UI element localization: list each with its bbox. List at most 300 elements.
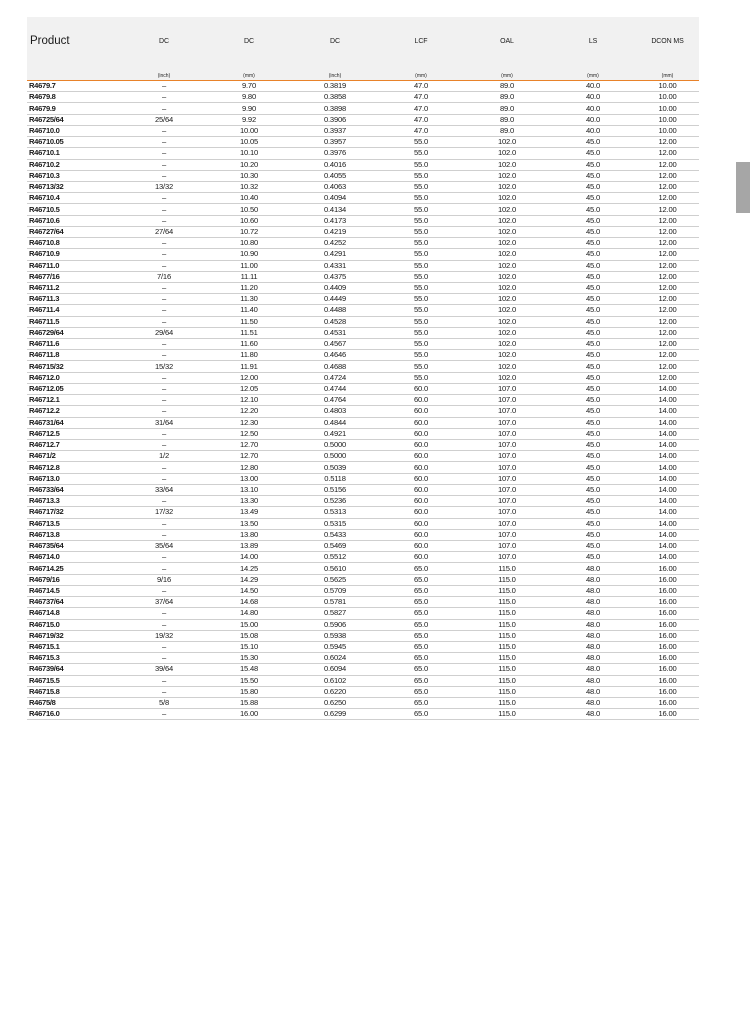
cell-dcon-ms-mm: 16.00 xyxy=(636,585,699,596)
cell-dc-inch: 0.5625 xyxy=(292,574,378,585)
cell-dc-inch-fraction: – xyxy=(122,103,206,114)
cell-product-code: R46715/32 xyxy=(27,361,122,372)
cell-oal-mm: 102.0 xyxy=(464,181,550,192)
cell-dc-inch-fraction: – xyxy=(122,462,206,473)
cell-lcf-mm: 65.0 xyxy=(378,686,464,697)
table-row xyxy=(27,473,699,484)
cell-dcon-ms-mm: 14.00 xyxy=(636,428,699,439)
cell-lcf-mm: 65.0 xyxy=(378,675,464,686)
cell-dc-inch: 0.4094 xyxy=(292,193,378,204)
cell-lcf-mm: 60.0 xyxy=(378,496,464,507)
cell-dc-inch: 0.4134 xyxy=(292,204,378,215)
cell-oal-mm: 115.0 xyxy=(464,709,550,720)
cell-product-code: R46717/32 xyxy=(27,507,122,518)
table-row xyxy=(27,238,699,249)
cell-oal-mm: 107.0 xyxy=(464,507,550,518)
cell-dc-inch: 0.3906 xyxy=(292,114,378,125)
cell-oal-mm: 107.0 xyxy=(464,540,550,551)
unit-label-oal: (mm) xyxy=(464,65,550,81)
cell-lcf-mm: 55.0 xyxy=(378,294,464,305)
cell-dc-mm: 14.68 xyxy=(206,597,292,608)
cell-dc-inch-fraction: – xyxy=(122,440,206,451)
cell-ls-mm: 45.0 xyxy=(550,305,636,316)
cell-product-code: R46719/32 xyxy=(27,630,122,641)
cell-product-code: R46714.25 xyxy=(27,563,122,574)
cell-dc-inch: 0.4409 xyxy=(292,282,378,293)
table-row xyxy=(27,181,699,192)
header-unit-row xyxy=(27,65,699,81)
cell-product-code: R46712.0 xyxy=(27,372,122,383)
table-row xyxy=(27,518,699,529)
cell-ls-mm: 48.0 xyxy=(550,585,636,596)
cell-dc-mm: 11.40 xyxy=(206,305,292,316)
cell-lcf-mm: 60.0 xyxy=(378,507,464,518)
cell-dc-inch: 0.5945 xyxy=(292,641,378,652)
cell-ls-mm: 45.0 xyxy=(550,327,636,338)
table-row xyxy=(27,92,699,103)
cell-oal-mm: 89.0 xyxy=(464,81,550,92)
cell-oal-mm: 102.0 xyxy=(464,305,550,316)
cell-ls-mm: 45.0 xyxy=(550,271,636,282)
cell-dc-inch-fraction: – xyxy=(122,395,206,406)
cell-ls-mm: 48.0 xyxy=(550,608,636,619)
cell-dcon-ms-mm: 14.00 xyxy=(636,417,699,428)
cell-dc-inch-fraction: – xyxy=(122,383,206,394)
cell-product-code: R46739/64 xyxy=(27,664,122,675)
cell-lcf-mm: 55.0 xyxy=(378,305,464,316)
cell-ls-mm: 48.0 xyxy=(550,619,636,630)
cell-dc-inch-fraction: 37/64 xyxy=(122,597,206,608)
table-row xyxy=(27,361,699,372)
cell-oal-mm: 115.0 xyxy=(464,675,550,686)
cell-lcf-mm: 55.0 xyxy=(378,170,464,181)
cell-oal-mm: 107.0 xyxy=(464,383,550,394)
cell-ls-mm: 45.0 xyxy=(550,238,636,249)
cell-ls-mm: 45.0 xyxy=(550,249,636,260)
cell-ls-mm: 45.0 xyxy=(550,406,636,417)
cell-dc-mm: 11.50 xyxy=(206,316,292,327)
cell-ls-mm: 45.0 xyxy=(550,518,636,529)
cell-dc-inch-fraction: – xyxy=(122,686,206,697)
cell-product-code: R46712.5 xyxy=(27,428,122,439)
cell-dc-inch: 0.4688 xyxy=(292,361,378,372)
table-row xyxy=(27,619,699,630)
cell-dc-mm: 12.05 xyxy=(206,383,292,394)
cell-dcon-ms-mm: 14.00 xyxy=(636,540,699,551)
cell-lcf-mm: 65.0 xyxy=(378,619,464,630)
cell-product-code: R46712.1 xyxy=(27,395,122,406)
table-row xyxy=(27,81,699,92)
cell-dc-mm: 13.80 xyxy=(206,529,292,540)
cell-ls-mm: 45.0 xyxy=(550,395,636,406)
cell-dc-mm: 10.10 xyxy=(206,148,292,159)
table-row xyxy=(27,698,699,709)
cell-lcf-mm: 55.0 xyxy=(378,361,464,372)
cell-dc-mm: 14.00 xyxy=(206,552,292,563)
cell-dc-inch-fraction: – xyxy=(122,563,206,574)
cell-dc-mm: 15.50 xyxy=(206,675,292,686)
cell-dc-mm: 13.50 xyxy=(206,518,292,529)
cell-product-code: R46710.2 xyxy=(27,159,122,170)
cell-product-code: R46710.8 xyxy=(27,238,122,249)
table-row xyxy=(27,653,699,664)
cell-product-code: R46710.05 xyxy=(27,137,122,148)
cell-dcon-ms-mm: 16.00 xyxy=(636,686,699,697)
side-section-tab[interactable] xyxy=(736,162,750,213)
cell-ls-mm: 45.0 xyxy=(550,204,636,215)
table-row xyxy=(27,114,699,125)
cell-dc-mm: 11.80 xyxy=(206,350,292,361)
cell-product-code: R4671/2 xyxy=(27,451,122,462)
cell-oal-mm: 102.0 xyxy=(464,249,550,260)
cell-dc-inch: 0.5118 xyxy=(292,473,378,484)
table-row xyxy=(27,395,699,406)
cell-product-code: R4675/8 xyxy=(27,698,122,709)
cell-dc-mm: 13.10 xyxy=(206,484,292,495)
cell-oal-mm: 102.0 xyxy=(464,215,550,226)
cell-product-code: R46715.0 xyxy=(27,619,122,630)
cell-lcf-mm: 55.0 xyxy=(378,159,464,170)
cell-lcf-mm: 60.0 xyxy=(378,451,464,462)
cell-product-code: R46731/64 xyxy=(27,417,122,428)
cell-dc-mm: 12.20 xyxy=(206,406,292,417)
cell-dc-inch: 0.4291 xyxy=(292,249,378,260)
cell-dc-inch: 0.5709 xyxy=(292,585,378,596)
cell-ls-mm: 45.0 xyxy=(550,496,636,507)
cell-dc-mm: 16.00 xyxy=(206,709,292,720)
cell-dcon-ms-mm: 12.00 xyxy=(636,372,699,383)
cell-ls-mm: 45.0 xyxy=(550,159,636,170)
cell-product-code: R46733/64 xyxy=(27,484,122,495)
cell-dc-inch-fraction: 35/64 xyxy=(122,540,206,551)
cell-dc-inch: 0.4063 xyxy=(292,181,378,192)
cell-oal-mm: 102.0 xyxy=(464,137,550,148)
cell-dcon-ms-mm: 12.00 xyxy=(636,137,699,148)
table-row xyxy=(27,709,699,720)
cell-dc-inch-fraction: 5/8 xyxy=(122,698,206,709)
cell-dc-inch-fraction: – xyxy=(122,305,206,316)
cell-dcon-ms-mm: 14.00 xyxy=(636,484,699,495)
table-row xyxy=(27,664,699,675)
cell-dc-mm: 13.30 xyxy=(206,496,292,507)
cell-oal-mm: 102.0 xyxy=(464,361,550,372)
cell-dc-inch: 0.3976 xyxy=(292,148,378,159)
cell-dc-mm: 11.20 xyxy=(206,282,292,293)
column-header-dc-inch-decimal: DC xyxy=(292,17,378,65)
cell-lcf-mm: 60.0 xyxy=(378,552,464,563)
cell-dc-inch: 0.4921 xyxy=(292,428,378,439)
cell-product-code: R46711.4 xyxy=(27,305,122,316)
cell-dc-inch: 0.6094 xyxy=(292,664,378,675)
column-header-dc-inch: DC xyxy=(122,17,206,65)
cell-product-code: R46713.5 xyxy=(27,518,122,529)
cell-ls-mm: 45.0 xyxy=(550,451,636,462)
cell-lcf-mm: 47.0 xyxy=(378,81,464,92)
table-row xyxy=(27,552,699,563)
cell-oal-mm: 115.0 xyxy=(464,597,550,608)
cell-dc-inch-fraction: – xyxy=(122,260,206,271)
table-row xyxy=(27,159,699,170)
cell-dcon-ms-mm: 16.00 xyxy=(636,698,699,709)
product-spec-table xyxy=(27,17,699,720)
cell-dcon-ms-mm: 16.00 xyxy=(636,675,699,686)
cell-dc-inch-fraction: – xyxy=(122,316,206,327)
cell-lcf-mm: 65.0 xyxy=(378,664,464,675)
cell-dc-inch: 0.5315 xyxy=(292,518,378,529)
cell-dcon-ms-mm: 16.00 xyxy=(636,709,699,720)
cell-dc-inch: 0.5827 xyxy=(292,608,378,619)
cell-dc-inch-fraction: 27/64 xyxy=(122,226,206,237)
cell-oal-mm: 107.0 xyxy=(464,473,550,484)
cell-dc-mm: 10.30 xyxy=(206,170,292,181)
cell-dc-inch: 0.5236 xyxy=(292,496,378,507)
cell-dc-inch: 0.5781 xyxy=(292,597,378,608)
cell-dc-inch-fraction: – xyxy=(122,653,206,664)
cell-lcf-mm: 65.0 xyxy=(378,597,464,608)
cell-lcf-mm: 55.0 xyxy=(378,226,464,237)
cell-dc-inch-fraction: 25/64 xyxy=(122,114,206,125)
cell-dc-inch: 0.3898 xyxy=(292,103,378,114)
cell-oal-mm: 89.0 xyxy=(464,114,550,125)
cell-dc-inch: 0.5906 xyxy=(292,619,378,630)
cell-dc-inch-fraction: 7/16 xyxy=(122,271,206,282)
cell-ls-mm: 45.0 xyxy=(550,473,636,484)
cell-product-code: R46713.0 xyxy=(27,473,122,484)
cell-oal-mm: 102.0 xyxy=(464,339,550,350)
cell-lcf-mm: 55.0 xyxy=(378,238,464,249)
cell-dc-inch-fraction: 9/16 xyxy=(122,574,206,585)
cell-lcf-mm: 55.0 xyxy=(378,282,464,293)
table-row xyxy=(27,137,699,148)
cell-lcf-mm: 60.0 xyxy=(378,440,464,451)
cell-oal-mm: 115.0 xyxy=(464,563,550,574)
cell-dc-mm: 10.80 xyxy=(206,238,292,249)
cell-product-code: R46729/64 xyxy=(27,327,122,338)
cell-dcon-ms-mm: 12.00 xyxy=(636,316,699,327)
table-row xyxy=(27,249,699,260)
unit-label-dcon-ms: (mm) xyxy=(636,65,699,81)
cell-dc-inch-fraction: – xyxy=(122,529,206,540)
cell-dc-inch-fraction: 29/64 xyxy=(122,327,206,338)
cell-dc-mm: 10.72 xyxy=(206,226,292,237)
cell-ls-mm: 45.0 xyxy=(550,540,636,551)
cell-dc-inch: 0.3937 xyxy=(292,125,378,136)
cell-dcon-ms-mm: 12.00 xyxy=(636,249,699,260)
cell-ls-mm: 48.0 xyxy=(550,597,636,608)
cell-oal-mm: 89.0 xyxy=(464,103,550,114)
cell-oal-mm: 115.0 xyxy=(464,608,550,619)
table-row xyxy=(27,540,699,551)
cell-product-code: R4679/16 xyxy=(27,574,122,585)
cell-oal-mm: 102.0 xyxy=(464,327,550,338)
cell-oal-mm: 102.0 xyxy=(464,294,550,305)
cell-product-code: R46710.5 xyxy=(27,204,122,215)
cell-dc-inch-fraction: – xyxy=(122,473,206,484)
cell-product-code: R46735/64 xyxy=(27,540,122,551)
cell-dcon-ms-mm: 10.00 xyxy=(636,81,699,92)
cell-ls-mm: 45.0 xyxy=(550,181,636,192)
cell-oal-mm: 107.0 xyxy=(464,462,550,473)
table-row xyxy=(27,428,699,439)
cell-product-code: R46713.8 xyxy=(27,529,122,540)
cell-dc-inch-fraction: – xyxy=(122,339,206,350)
cell-ls-mm: 45.0 xyxy=(550,552,636,563)
cell-dc-mm: 10.20 xyxy=(206,159,292,170)
cell-lcf-mm: 65.0 xyxy=(378,641,464,652)
table-row xyxy=(27,204,699,215)
cell-dc-inch-fraction: 39/64 xyxy=(122,664,206,675)
cell-oal-mm: 107.0 xyxy=(464,440,550,451)
cell-dc-mm: 10.32 xyxy=(206,181,292,192)
cell-dc-inch-fraction: – xyxy=(122,92,206,103)
cell-dc-inch-fraction: 13/32 xyxy=(122,181,206,192)
cell-dc-inch-fraction: – xyxy=(122,249,206,260)
table-row xyxy=(27,675,699,686)
cell-dc-inch-fraction: 31/64 xyxy=(122,417,206,428)
cell-dc-inch-fraction: – xyxy=(122,215,206,226)
cell-lcf-mm: 60.0 xyxy=(378,484,464,495)
cell-dcon-ms-mm: 10.00 xyxy=(636,125,699,136)
cell-ls-mm: 45.0 xyxy=(550,484,636,495)
column-header-dcon-ms: DCON MS xyxy=(636,17,699,65)
cell-dc-mm: 12.70 xyxy=(206,451,292,462)
cell-ls-mm: 45.0 xyxy=(550,193,636,204)
table-row xyxy=(27,641,699,652)
cell-ls-mm: 45.0 xyxy=(550,170,636,181)
cell-dc-mm: 11.11 xyxy=(206,271,292,282)
unit-label-dc-mm: (mm) xyxy=(206,65,292,81)
cell-product-code: R46712.7 xyxy=(27,440,122,451)
cell-product-code: R46716.0 xyxy=(27,709,122,720)
cell-lcf-mm: 60.0 xyxy=(378,518,464,529)
cell-lcf-mm: 55.0 xyxy=(378,271,464,282)
cell-lcf-mm: 55.0 xyxy=(378,137,464,148)
cell-dc-inch: 0.5469 xyxy=(292,540,378,551)
cell-oal-mm: 102.0 xyxy=(464,148,550,159)
cell-dcon-ms-mm: 12.00 xyxy=(636,327,699,338)
cell-oal-mm: 107.0 xyxy=(464,552,550,563)
cell-dcon-ms-mm: 14.00 xyxy=(636,552,699,563)
cell-dc-mm: 11.30 xyxy=(206,294,292,305)
cell-lcf-mm: 47.0 xyxy=(378,114,464,125)
cell-oal-mm: 107.0 xyxy=(464,406,550,417)
cell-product-code: R46714.5 xyxy=(27,585,122,596)
cell-dc-inch: 0.4173 xyxy=(292,215,378,226)
cell-dcon-ms-mm: 16.00 xyxy=(636,630,699,641)
cell-dc-inch: 0.4744 xyxy=(292,383,378,394)
cell-lcf-mm: 65.0 xyxy=(378,574,464,585)
table-row xyxy=(27,193,699,204)
cell-product-code: R4679.8 xyxy=(27,92,122,103)
cell-ls-mm: 45.0 xyxy=(550,529,636,540)
cell-lcf-mm: 55.0 xyxy=(378,372,464,383)
table-row xyxy=(27,294,699,305)
cell-oal-mm: 107.0 xyxy=(464,496,550,507)
cell-dc-inch-fraction: – xyxy=(122,675,206,686)
cell-lcf-mm: 60.0 xyxy=(378,529,464,540)
cell-oal-mm: 102.0 xyxy=(464,271,550,282)
cell-dc-inch-fraction: – xyxy=(122,372,206,383)
cell-dc-inch: 0.5313 xyxy=(292,507,378,518)
cell-product-code: R46710.4 xyxy=(27,193,122,204)
cell-product-code: R46710.0 xyxy=(27,125,122,136)
table-row xyxy=(27,484,699,495)
cell-dc-inch: 0.3957 xyxy=(292,137,378,148)
table-row xyxy=(27,327,699,338)
cell-lcf-mm: 55.0 xyxy=(378,339,464,350)
cell-dcon-ms-mm: 14.00 xyxy=(636,406,699,417)
cell-dc-inch: 0.6102 xyxy=(292,675,378,686)
cell-dc-inch: 0.4449 xyxy=(292,294,378,305)
cell-dc-inch: 0.5039 xyxy=(292,462,378,473)
unit-label-product xyxy=(27,65,122,81)
table-row xyxy=(27,451,699,462)
cell-product-code: R46711.6 xyxy=(27,339,122,350)
cell-product-code: R46712.05 xyxy=(27,383,122,394)
cell-dc-mm: 15.88 xyxy=(206,698,292,709)
table-row xyxy=(27,350,699,361)
table-row xyxy=(27,170,699,181)
cell-dcon-ms-mm: 12.00 xyxy=(636,181,699,192)
cell-dc-inch-fraction: 17/32 xyxy=(122,507,206,518)
cell-dc-mm: 9.70 xyxy=(206,81,292,92)
cell-dc-mm: 10.00 xyxy=(206,125,292,136)
cell-lcf-mm: 55.0 xyxy=(378,249,464,260)
table-row xyxy=(27,282,699,293)
cell-ls-mm: 48.0 xyxy=(550,675,636,686)
cell-dcon-ms-mm: 16.00 xyxy=(636,641,699,652)
cell-oal-mm: 89.0 xyxy=(464,92,550,103)
cell-dcon-ms-mm: 10.00 xyxy=(636,103,699,114)
cell-oal-mm: 107.0 xyxy=(464,417,550,428)
cell-lcf-mm: 55.0 xyxy=(378,193,464,204)
cell-ls-mm: 45.0 xyxy=(550,148,636,159)
cell-lcf-mm: 55.0 xyxy=(378,260,464,271)
cell-ls-mm: 40.0 xyxy=(550,103,636,114)
table-row xyxy=(27,686,699,697)
cell-lcf-mm: 65.0 xyxy=(378,608,464,619)
cell-ls-mm: 48.0 xyxy=(550,653,636,664)
table-row xyxy=(27,608,699,619)
cell-dc-mm: 10.50 xyxy=(206,204,292,215)
cell-dc-mm: 10.60 xyxy=(206,215,292,226)
cell-lcf-mm: 47.0 xyxy=(378,103,464,114)
cell-ls-mm: 45.0 xyxy=(550,339,636,350)
cell-dc-inch: 0.4055 xyxy=(292,170,378,181)
cell-ls-mm: 45.0 xyxy=(550,372,636,383)
cell-lcf-mm: 55.0 xyxy=(378,215,464,226)
cell-dc-inch: 0.5156 xyxy=(292,484,378,495)
product-table-container xyxy=(27,17,699,720)
cell-dc-inch-fraction: – xyxy=(122,585,206,596)
cell-dc-inch: 0.4567 xyxy=(292,339,378,350)
cell-dcon-ms-mm: 12.00 xyxy=(636,282,699,293)
cell-dc-inch-fraction: 1/2 xyxy=(122,451,206,462)
cell-oal-mm: 115.0 xyxy=(464,653,550,664)
table-row xyxy=(27,215,699,226)
cell-product-code: R46715.5 xyxy=(27,675,122,686)
cell-dcon-ms-mm: 12.00 xyxy=(636,193,699,204)
cell-dcon-ms-mm: 12.00 xyxy=(636,159,699,170)
cell-oal-mm: 89.0 xyxy=(464,125,550,136)
cell-dc-inch: 0.6299 xyxy=(292,709,378,720)
cell-product-code: R46727/64 xyxy=(27,226,122,237)
cell-lcf-mm: 65.0 xyxy=(378,563,464,574)
unit-label-dc-inch: (inch) xyxy=(122,65,206,81)
table-row xyxy=(27,462,699,473)
cell-product-code: R46710.9 xyxy=(27,249,122,260)
cell-oal-mm: 115.0 xyxy=(464,664,550,675)
